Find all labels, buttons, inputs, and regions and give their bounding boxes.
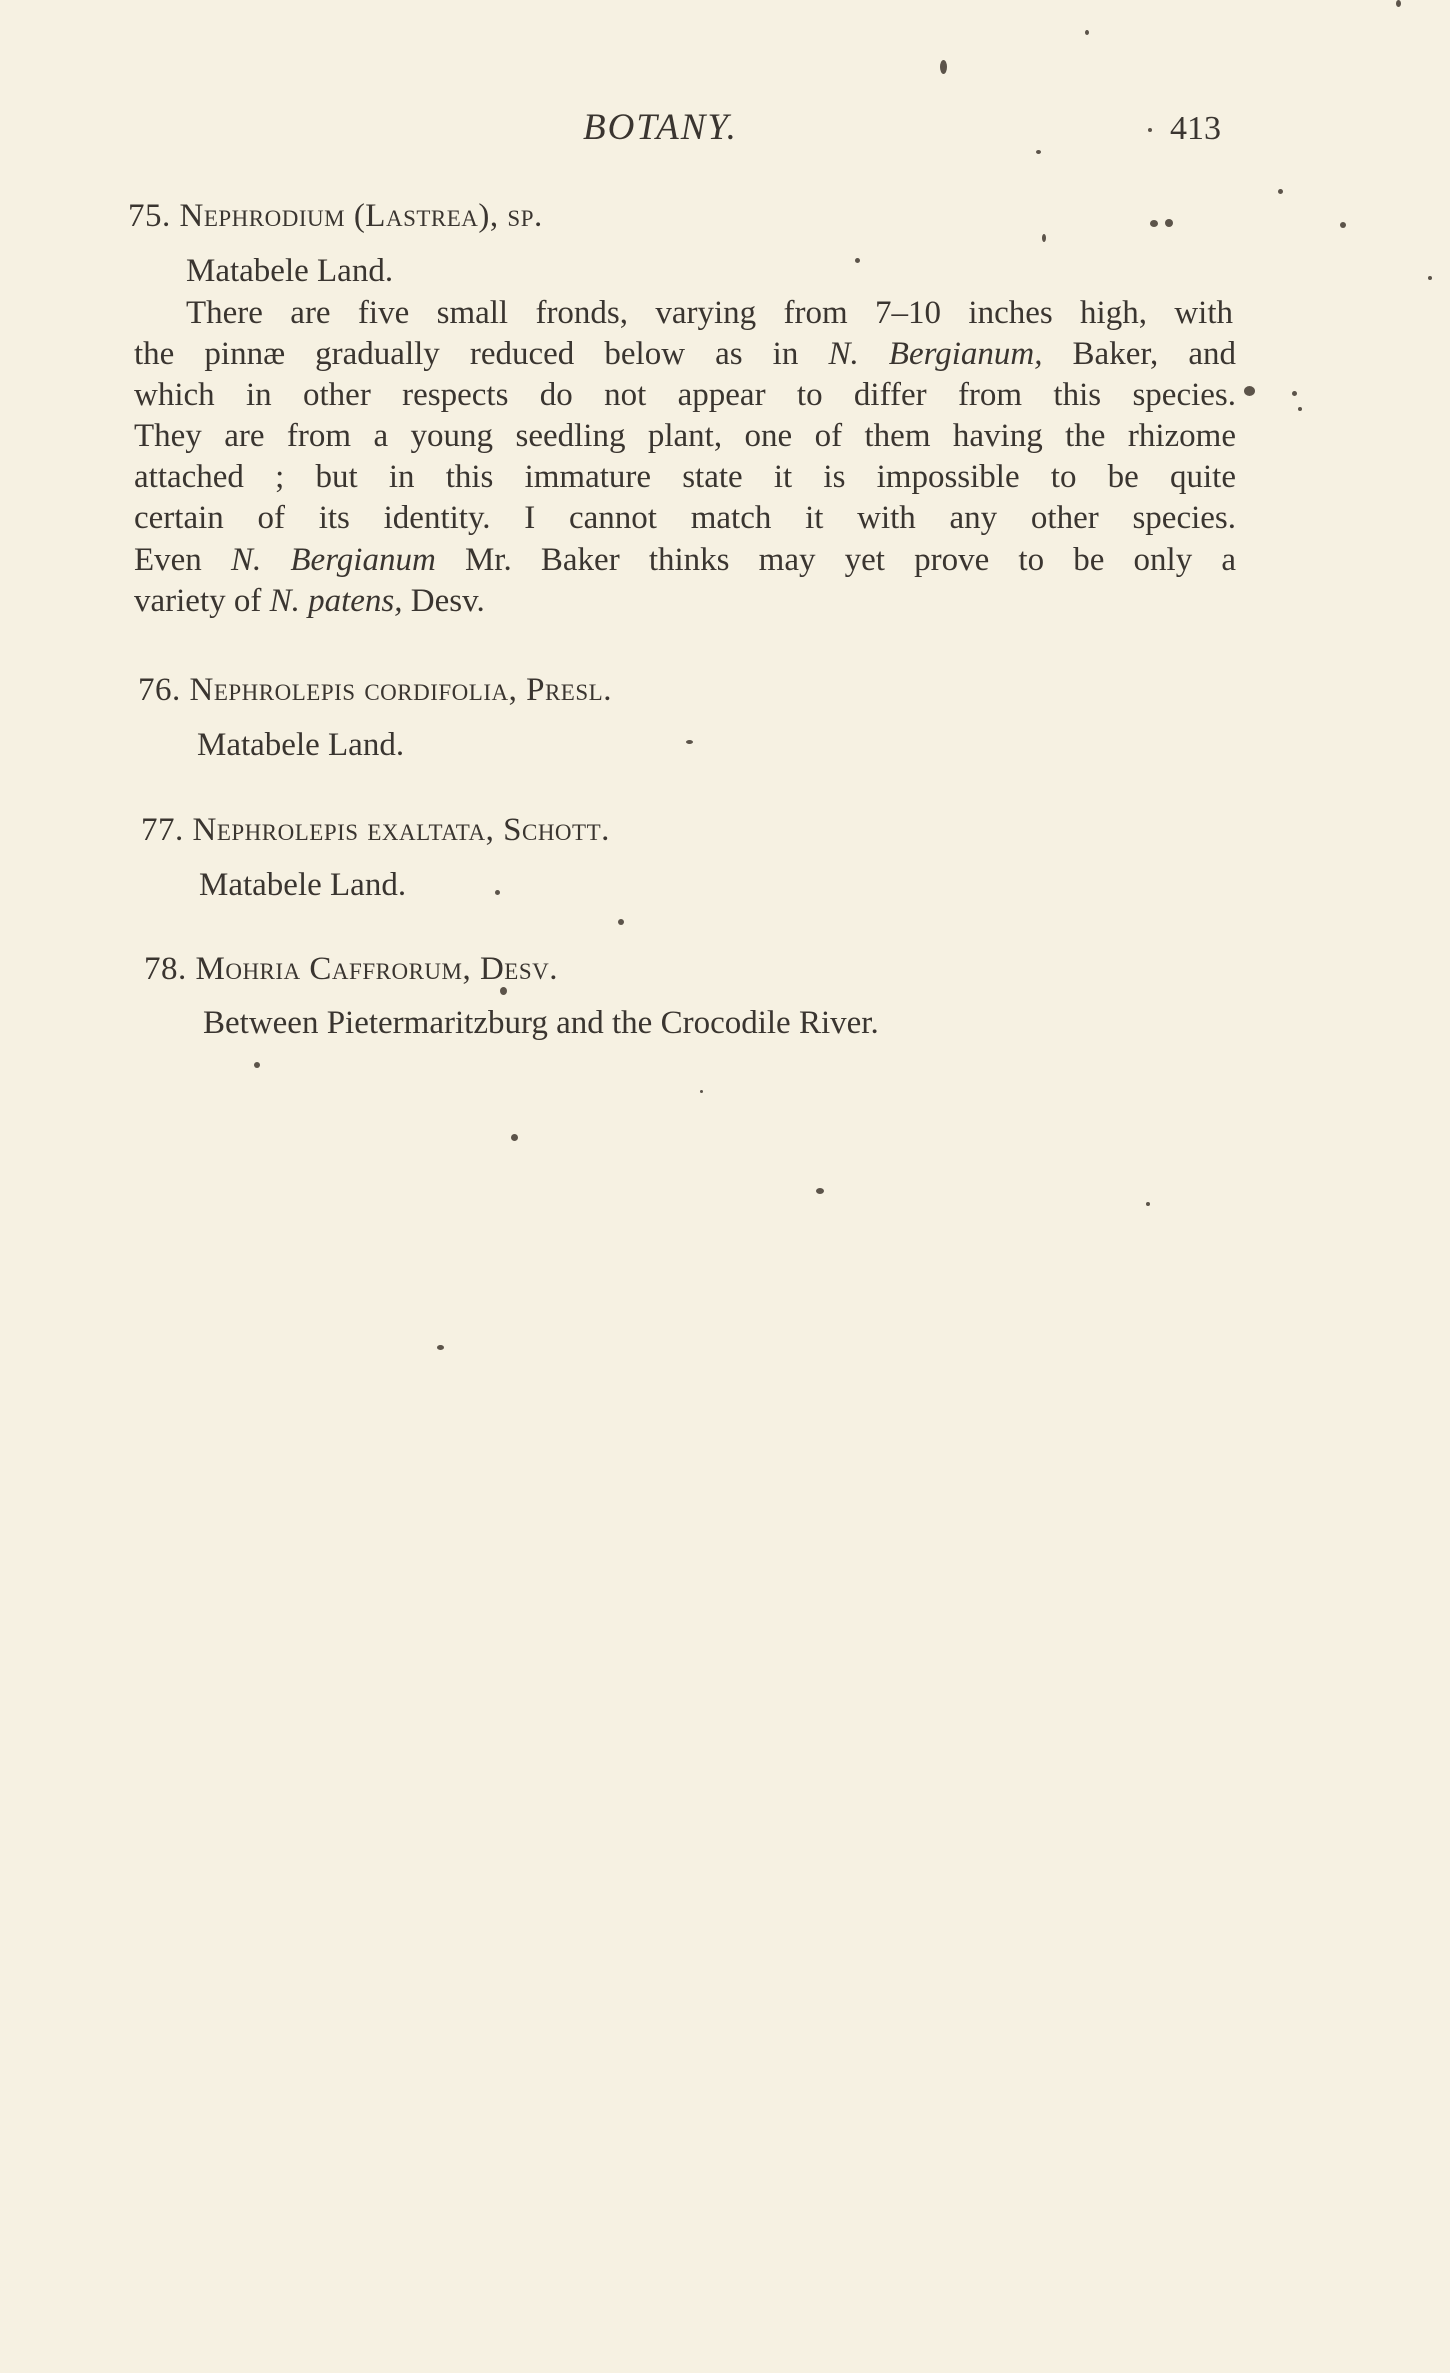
ink-speck [1428, 276, 1432, 280]
ink-speck [618, 919, 624, 925]
taxon-name: N. Bergianum, [828, 336, 1043, 372]
ink-speck [1148, 128, 1152, 132]
note-line: variety of N. patens, Desv. [134, 583, 485, 619]
entry-75-locality: Matabele Land. [186, 253, 394, 289]
note-line: the pinnæ gradually reduced below as in N. Bergianum, Baker, and [134, 336, 1237, 372]
genus-name: Mohria [195, 951, 301, 987]
taxon-name: N. patens, [269, 583, 403, 619]
entry-number: 78. [144, 951, 187, 987]
ink-speck [686, 740, 693, 744]
note-line: They are from a young seedling plant, one of them having the rhizome [134, 418, 1236, 454]
entry-75-heading [128, 198, 543, 235]
ink-speck [1150, 220, 1158, 227]
genus-name: Nephrolepis [189, 672, 356, 708]
entry-77-locality: Matabele Land. [199, 867, 407, 903]
entry-76-locality: Matabele Land. [197, 727, 405, 763]
entry-76-heading [138, 672, 612, 709]
species-authority: Caffrorum, Desv. [309, 951, 559, 987]
ink-speck [855, 258, 860, 263]
running-head [0, 106, 1450, 156]
ink-speck [700, 1090, 703, 1093]
ink-speck [1298, 407, 1302, 411]
entry-78-heading [144, 951, 558, 988]
ink-speck [495, 890, 500, 895]
ink-speck [1146, 1202, 1150, 1206]
ink-speck [1244, 386, 1255, 396]
running-title: BOTANY. [583, 107, 738, 148]
ink-speck [1396, 0, 1401, 7]
note-line: attached ; but in this immature state it is impossible to be quite [134, 459, 1236, 495]
entry-number: 76. [138, 672, 181, 708]
entry-78-locality: Between Pietermaritzburg and the Crocodile River. [203, 1005, 879, 1041]
taxon-name: N. Bergianum [230, 542, 436, 578]
note-line: There are five small fronds, varying from 7–10 inches high, with [186, 295, 1233, 331]
entry-number: 77. [141, 812, 184, 848]
species-authority: cordifolia, Presl. [364, 672, 612, 708]
entry-77-heading [141, 812, 610, 849]
note-line: which in other respects do not appear to differ from this species. [134, 377, 1236, 413]
ink-speck [511, 1134, 518, 1141]
ink-speck [1085, 30, 1089, 35]
species-authority: exaltata, Schott. [367, 812, 610, 848]
ink-speck [1292, 391, 1297, 396]
ink-speck [437, 1345, 444, 1350]
genus-name: Nephrodium [179, 198, 346, 234]
entry-number: 75. [128, 198, 171, 234]
ink-speck [254, 1062, 260, 1068]
note-line: Even N. Bergianum Mr. Baker thinks may yet prove to be only a [134, 542, 1236, 578]
ink-speck [1165, 219, 1173, 227]
note-line: certain of its identity. I cannot match it with any other species. [134, 500, 1236, 536]
ink-speck [1036, 150, 1041, 154]
ink-speck [816, 1188, 824, 1194]
genus-name: Nephrolepis [192, 812, 359, 848]
page-number: 413 [1170, 110, 1221, 147]
ink-speck [1278, 189, 1283, 194]
ink-speck [1042, 234, 1046, 242]
ink-speck [500, 987, 507, 995]
ink-speck [940, 60, 947, 74]
species-authority: (Lastrea), sp. [353, 198, 543, 234]
ink-speck [1340, 222, 1346, 228]
